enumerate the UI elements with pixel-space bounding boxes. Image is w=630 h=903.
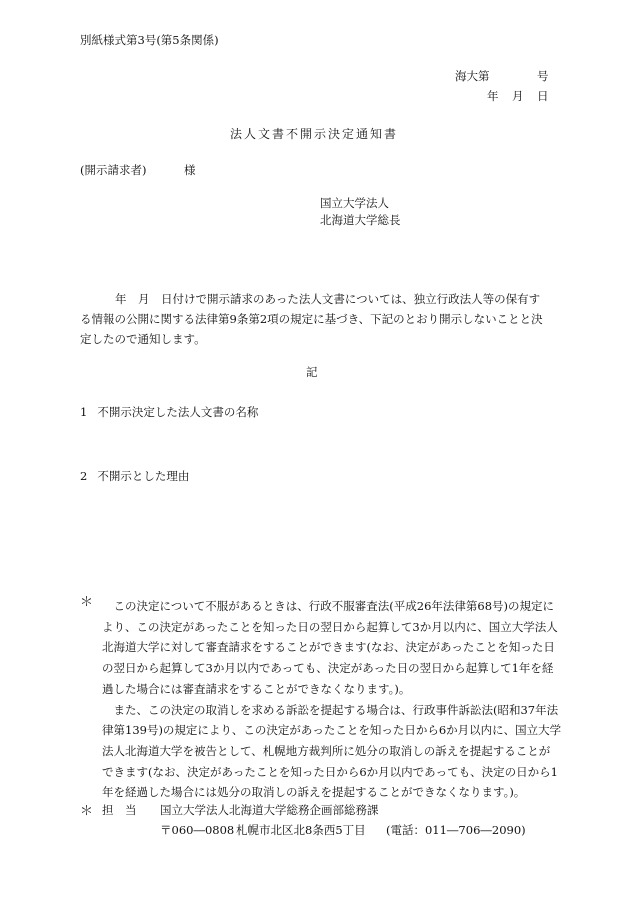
note-line: できます(なお、決定があったことを知った日から6か月以内であっても、決定の日から1	[102, 764, 558, 779]
sender-line-1: 国立大学法人	[320, 196, 389, 210]
item-2-number: 2	[80, 469, 88, 483]
note-line: 法人北海道大学を被告として、札幌地方裁判所に処分の取消しの訴えを提起することが	[102, 743, 551, 758]
contact-org: 国立大学法人北海道大学総務企画部総務課	[160, 803, 379, 817]
body-line-3: 定したので通知します。	[80, 332, 206, 346]
body-paragraph	[80, 289, 560, 349]
appeal-notes	[80, 595, 562, 800]
note-line: 律第139号)の規定により、この決定があったことを知った日から6か月以内に、国立大学	[102, 723, 562, 738]
contact-address: 札幌市北区北8条西5丁目	[236, 823, 366, 837]
date-year: 年	[487, 89, 499, 103]
note-line: 北海道大学に対して審査請求をすることができます(なお、決定があったことを知った日	[102, 640, 555, 655]
item-1	[80, 407, 258, 419]
contact-asterisk: ＊	[80, 804, 94, 819]
item-2-label: 不開示とした理由	[97, 469, 190, 483]
ki-heading: 記	[306, 365, 318, 379]
date-day: 日	[537, 89, 549, 103]
body-line-2: る情報の公開に関する法律第9条第2項の規定に基づき、下記のとおり開示しないことと決	[80, 312, 543, 326]
note-line: 年を経過した場合には処分の取消しの訴えを提起することができなくなります。)。	[102, 785, 526, 800]
note-line: また、この決定の取消しを求める訴訟を提起する場合は、行政事件訴訟法(昭和37年法	[113, 702, 559, 717]
item-1-number: 1	[80, 405, 88, 419]
doc-number-prefix: 海大第	[455, 69, 490, 83]
item-2	[80, 471, 189, 483]
body-line-1: 年 月 日付けで開示請求のあった法人文書については、独立行政法人等の保有す	[115, 292, 541, 306]
form-number: 別紙様式第3号(第5条関係)	[80, 33, 219, 47]
addressee-label: (開示請求者)	[80, 163, 147, 177]
note-asterisk: ＊	[80, 595, 94, 610]
contact-phone: (電話：011―706―2090)	[386, 823, 526, 837]
note-line: の翌日から起算して3か月以内であっても、決定があった日の翌日から起算して1年を経	[102, 661, 554, 676]
item-1-label: 不開示決定した法人文書の名称	[97, 405, 259, 419]
doc-number-suffix: 号	[537, 69, 549, 83]
note-line: この決定について不服があるときは、行政不服審査法(平成26年法律第68号)の規定に	[113, 599, 555, 613]
addressee-honorific: 様	[184, 163, 196, 177]
contact-postal: 〒060―0808	[160, 823, 235, 837]
sender-line-2: 北海道大学総長	[320, 213, 401, 227]
document-title: 法人文書不開示決定通知書	[230, 127, 399, 141]
note-body	[102, 596, 562, 803]
note-line: より、この決定があったことを知った日の翌日から起算して3か月以内に、国立大学法人	[102, 619, 558, 634]
contact-label: 担 当	[102, 803, 137, 817]
date-month: 月	[512, 89, 524, 103]
contact-block	[80, 805, 560, 845]
note-line: 過した場合には審査請求をすることができなくなります。)。	[102, 681, 411, 696]
